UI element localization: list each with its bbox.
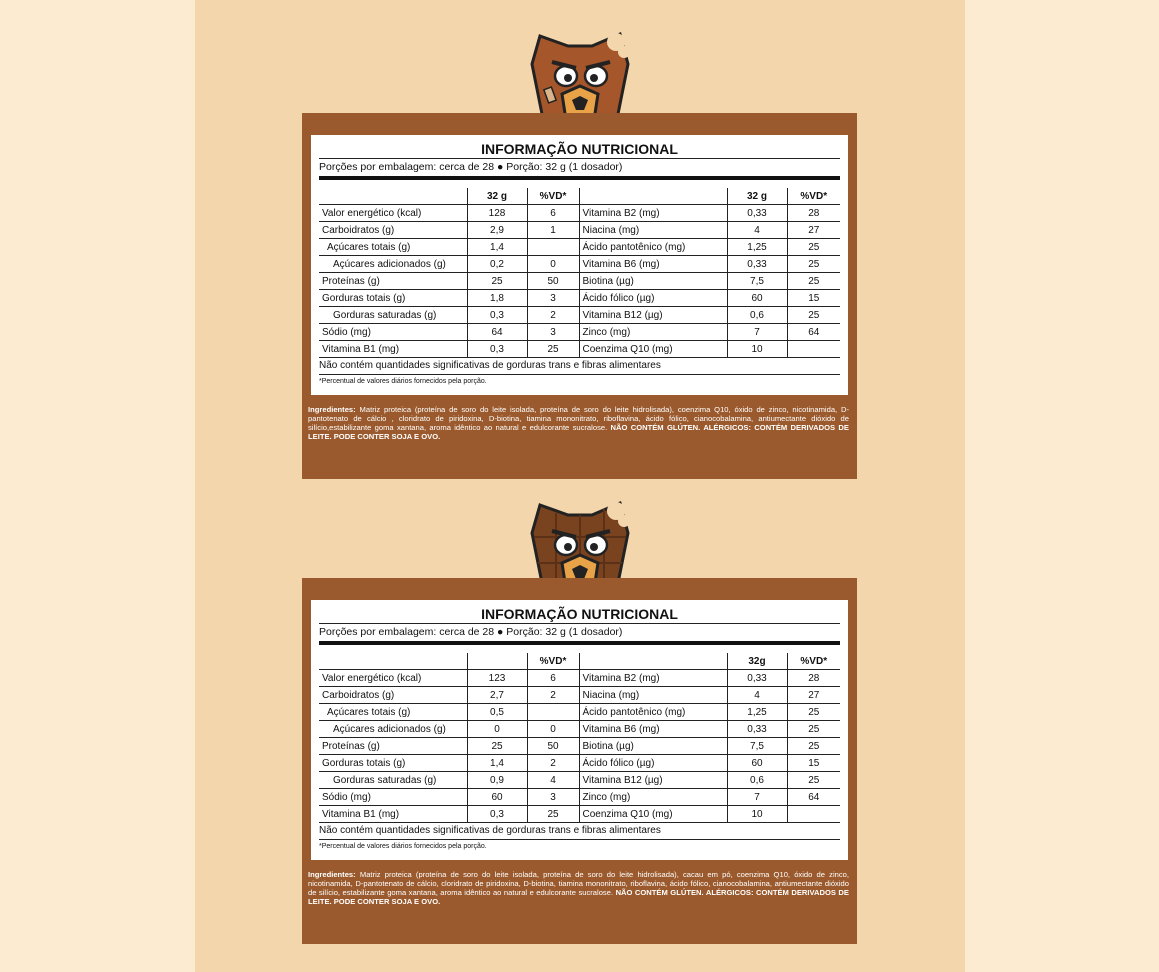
nutrient-dv: 2 — [527, 687, 579, 704]
vitamin-label: Biotina (µg) — [579, 273, 727, 290]
vitamin-dv: 25 — [787, 704, 840, 721]
ingredients — [308, 405, 849, 441]
vitamin-label: Zinco (mg) — [579, 324, 727, 341]
vitamin-label: Vitamina B12 (µg) — [579, 772, 727, 789]
vitamin-amount: 7,5 — [727, 273, 787, 290]
vitamin-amount: 60 — [727, 755, 787, 772]
nutrient-amount: 0,9 — [467, 772, 527, 789]
vitamin-amount: 7 — [727, 324, 787, 341]
header-col-d: %VD* — [787, 653, 840, 670]
ingredients-label: Ingredientes: — [308, 870, 356, 879]
vitamin-amount: 4 — [727, 687, 787, 704]
vitamin-label: Vitamina B2 (mg) — [579, 205, 727, 222]
nutrient-label: Açúcares adicionados (g) — [319, 721, 467, 738]
nutrient-label: Carboidratos (g) — [319, 222, 467, 239]
table-row — [319, 738, 840, 755]
nutrient-amount: 1,4 — [467, 239, 527, 256]
nutrient-amount: 2,7 — [467, 687, 527, 704]
nutrient-dv: 25 — [527, 341, 579, 358]
table-row — [319, 324, 840, 341]
table-row — [319, 256, 840, 273]
table-row — [319, 687, 840, 704]
vitamin-dv: 28 — [787, 670, 840, 687]
header-col-d: %VD* — [787, 188, 840, 205]
nutrient-label: Carboidratos (g) — [319, 687, 467, 704]
allergen-text: NÃO CONTÉM GLÚTEN. ALÉRGICOS: CONTÉM DERIVADOS DE LEITE. PODE CONTER SOJA E OVO. — [308, 423, 849, 441]
nutrient-label: Açúcares totais (g) — [319, 239, 467, 256]
table-row — [319, 290, 840, 307]
vitamin-label: Vitamina B6 (mg) — [579, 721, 727, 738]
vitamin-dv: 28 — [787, 205, 840, 222]
nutrient-dv: 6 — [527, 670, 579, 687]
vitamin-label: Vitamina B2 (mg) — [579, 670, 727, 687]
table-row — [319, 789, 840, 806]
ingredients-label: Ingredientes: — [308, 405, 356, 414]
nutrient-amount: 0,3 — [467, 806, 527, 823]
vitamin-amount: 0,6 — [727, 307, 787, 324]
nutrient-label: Proteínas (g) — [319, 738, 467, 755]
header-col-a: 32 g — [467, 188, 527, 205]
table-row — [319, 341, 840, 358]
vitamin-label: Ácido pantotênico (mg) — [579, 239, 727, 256]
nutrient-label: Gorduras saturadas (g) — [319, 307, 467, 324]
nutrient-label: Vitamina B1 (mg) — [319, 341, 467, 358]
vitamin-dv: 25 — [787, 273, 840, 290]
card-title: INFORMAÇÃO NUTRICIONAL — [319, 600, 840, 624]
nutrient-label: Vitamina B1 (mg) — [319, 806, 467, 823]
vitamin-dv: 25 — [787, 307, 840, 324]
nutrient-dv: 2 — [527, 307, 579, 324]
header-col-c: 32 g — [727, 188, 787, 205]
ingredients-text: Matriz proteica (proteína de soro do leite isolada, proteína de soro do leite hidrolisada), cacau em pó, coenzima Q10, óxido de zinco, nicotinamida, D-pantotenato de cálcio, cloridrato de piridoxina, D-biotina, tiamina mononitrato, riboflavina, ácido fólico, cianocobalamina, antiumectante dióxido de silício, estabilizante goma xantana, aroma idêntico ao natural e edulcorante sucralose. — [308, 870, 849, 897]
table-header — [319, 188, 840, 205]
table-row — [319, 755, 840, 772]
nutrient-amount: 0,3 — [467, 307, 527, 324]
nutrition-card — [311, 135, 848, 395]
nutrient-label: Gorduras totais (g) — [319, 755, 467, 772]
nutrient-amount: 2,9 — [467, 222, 527, 239]
vitamin-amount: 1,25 — [727, 239, 787, 256]
vitamin-amount: 0,33 — [727, 256, 787, 273]
vitamin-dv: 25 — [787, 256, 840, 273]
table-row — [319, 806, 840, 823]
vitamin-dv — [787, 341, 840, 358]
serving-info: Porções por embalagem: cerca de 28 ● Porção: 32 g (1 dosador) — [319, 159, 840, 180]
vitamin-label: Coenzima Q10 (mg) — [579, 341, 727, 358]
vitamin-amount: 0,33 — [727, 670, 787, 687]
vitamin-amount: 7 — [727, 789, 787, 806]
table-row — [319, 670, 840, 687]
nutrient-amount: 0 — [467, 721, 527, 738]
vitamin-label: Vitamina B6 (mg) — [579, 256, 727, 273]
table-row — [319, 772, 840, 789]
vitamin-dv: 64 — [787, 789, 840, 806]
serving-info: Porções por embalagem: cerca de 28 ● Porção: 32 g (1 dosador) — [319, 624, 840, 645]
ingredients — [308, 870, 849, 906]
nutrient-amount: 25 — [467, 738, 527, 755]
nutrient-amount: 0,2 — [467, 256, 527, 273]
nutrient-amount: 123 — [467, 670, 527, 687]
nutrient-label: Açúcares totais (g) — [319, 704, 467, 721]
nutrient-label: Gorduras totais (g) — [319, 290, 467, 307]
vitamin-label: Niacina (mg) — [579, 222, 727, 239]
vitamin-dv: 15 — [787, 755, 840, 772]
table-row — [319, 222, 840, 239]
nutrition-table — [319, 653, 840, 823]
vitamin-amount: 0,33 — [727, 721, 787, 738]
nutrient-label: Sódio (mg) — [319, 789, 467, 806]
nutrient-amount: 0,3 — [467, 341, 527, 358]
table-row — [319, 307, 840, 324]
vitamin-dv — [787, 806, 840, 823]
vitamin-amount: 0,33 — [727, 205, 787, 222]
vitamin-label: Niacina (mg) — [579, 687, 727, 704]
vitamin-dv: 25 — [787, 738, 840, 755]
nutrient-label: Proteínas (g) — [319, 273, 467, 290]
nutrient-amount: 64 — [467, 324, 527, 341]
nutrient-dv: 3 — [527, 324, 579, 341]
table-header — [319, 653, 840, 670]
table-row — [319, 205, 840, 222]
vitamin-dv: 15 — [787, 290, 840, 307]
table-row — [319, 273, 840, 290]
nutrition-panel-2 — [302, 578, 857, 944]
nutrient-label: Açúcares adicionados (g) — [319, 256, 467, 273]
vitamin-label: Biotina (µg) — [579, 738, 727, 755]
vitamin-amount: 0,6 — [727, 772, 787, 789]
nutrient-dv: 25 — [527, 806, 579, 823]
nutrient-dv: 50 — [527, 738, 579, 755]
vitamin-amount: 7,5 — [727, 738, 787, 755]
nutrient-amount: 60 — [467, 789, 527, 806]
vitamin-amount: 4 — [727, 222, 787, 239]
table-row — [319, 704, 840, 721]
nutrition-panel-1 — [302, 113, 857, 479]
header-col-b: %VD* — [527, 188, 579, 205]
nutrient-label: Gorduras saturadas (g) — [319, 772, 467, 789]
card-title: INFORMAÇÃO NUTRICIONAL — [319, 135, 840, 159]
vitamin-label: Ácido fólico (µg) — [579, 290, 727, 307]
ingredients-text: Matriz proteica (proteína de soro do leite isolada, proteína de soro do leite hidrolisada), coenzima Q10, óxido de zinco, nicotinamida, D-pantotenato de cálcio , cloridrato de piridoxina, D-biotina, tiamina mononitrato, riboflavina, ácido fólico, cianocobalamina, antiumectante dióxido de silício,estabilizante goma xantana, aroma idêntico ao natural e edulcorante sucralose. — [308, 405, 849, 432]
vitamin-label: Coenzima Q10 (mg) — [579, 806, 727, 823]
vitamin-label: Ácido pantotênico (mg) — [579, 704, 727, 721]
allergen-text: NÃO CONTÉM GLÚTEN. ALÉRGICOS: CONTÉM DERIVADOS DE LEITE. PODE CONTER SOJA E OVO. — [308, 888, 849, 906]
nutrient-amount: 0,5 — [467, 704, 527, 721]
table-row — [319, 239, 840, 256]
nutrition-card — [311, 600, 848, 860]
footnote: *Percentual de valores diários fornecidos pela porção. — [319, 843, 487, 850]
vitamin-amount: 60 — [727, 290, 787, 307]
vitamin-dv: 27 — [787, 687, 840, 704]
nutrient-label: Valor energético (kcal) — [319, 670, 467, 687]
vitamin-dv: 25 — [787, 721, 840, 738]
nutrient-dv: 50 — [527, 273, 579, 290]
nutrient-dv — [527, 239, 579, 256]
trans-fat-note: Não contém quantidades significativas de gorduras trans e fibras alimentares — [319, 358, 840, 375]
header-col-b: %VD* — [527, 653, 579, 670]
nutrient-dv: 3 — [527, 290, 579, 307]
vitamin-amount: 10 — [727, 341, 787, 358]
vitamin-label: Vitamina B12 (µg) — [579, 307, 727, 324]
nutrient-dv: 0 — [527, 256, 579, 273]
header-col-c: 32g — [727, 653, 787, 670]
nutrient-dv: 1 — [527, 222, 579, 239]
nutrient-amount: 1,8 — [467, 290, 527, 307]
vitamin-dv: 25 — [787, 239, 840, 256]
vitamin-dv: 27 — [787, 222, 840, 239]
vitamin-dv: 25 — [787, 772, 840, 789]
nutrient-amount: 1,4 — [467, 755, 527, 772]
nutrient-label: Valor energético (kcal) — [319, 205, 467, 222]
vitamin-dv: 64 — [787, 324, 840, 341]
nutrient-amount: 128 — [467, 205, 527, 222]
nutrient-dv: 3 — [527, 789, 579, 806]
nutrition-table — [319, 188, 840, 358]
nutrient-label: Sódio (mg) — [319, 324, 467, 341]
header-col-a — [467, 653, 527, 670]
footnote: *Percentual de valores diários fornecidos pela porção. — [319, 378, 487, 385]
vitamin-amount: 10 — [727, 806, 787, 823]
table-row — [319, 721, 840, 738]
vitamin-amount: 1,25 — [727, 704, 787, 721]
nutrient-dv: 4 — [527, 772, 579, 789]
nutrient-dv — [527, 704, 579, 721]
nutrient-dv: 2 — [527, 755, 579, 772]
vitamin-label: Ácido fólico (µg) — [579, 755, 727, 772]
vitamin-label: Zinco (mg) — [579, 789, 727, 806]
nutrient-dv: 0 — [527, 721, 579, 738]
nutrient-amount: 25 — [467, 273, 527, 290]
nutrient-dv: 6 — [527, 205, 579, 222]
trans-fat-note: Não contém quantidades significativas de gorduras trans e fibras alimentares — [319, 823, 840, 840]
